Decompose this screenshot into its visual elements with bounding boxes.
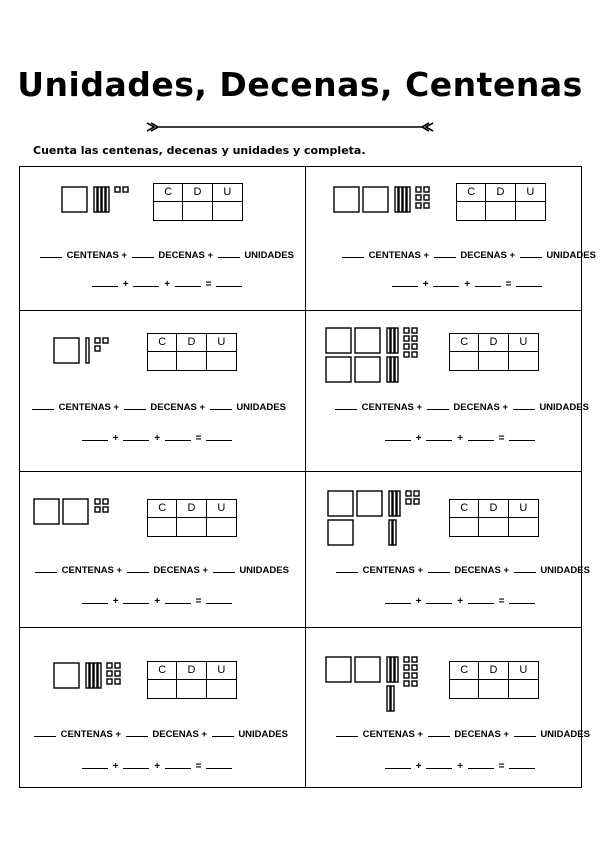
place-value-table xyxy=(153,183,243,221)
equals-sign: = xyxy=(195,761,202,772)
answer-blank[interactable] xyxy=(509,595,535,604)
place-value-header: C xyxy=(148,334,177,352)
place-value-cell[interactable] xyxy=(479,680,508,698)
equals-sign: = xyxy=(498,761,505,772)
place-value-header: U xyxy=(509,500,538,518)
expanded-sum xyxy=(90,278,244,290)
answer-blank[interactable] xyxy=(427,401,449,410)
place-value-cell[interactable] xyxy=(177,352,206,370)
place-value-cell[interactable] xyxy=(479,352,508,370)
hundred-block xyxy=(326,657,351,682)
answer-blank[interactable] xyxy=(210,401,232,410)
ten-rod xyxy=(86,663,89,688)
ten-rod xyxy=(395,328,398,353)
base-ten-blocks xyxy=(326,328,456,398)
ten-rod xyxy=(407,187,410,212)
one-cube xyxy=(424,203,429,208)
answer-blank[interactable] xyxy=(127,564,149,573)
one-cube xyxy=(404,681,409,686)
answer-blank[interactable] xyxy=(475,278,501,287)
exercise-grid xyxy=(19,166,596,788)
one-cube xyxy=(103,499,108,504)
centenas-label: CENTENAS + xyxy=(368,250,430,261)
hundred-block xyxy=(334,187,359,212)
centenas-label: CENTENAS + xyxy=(362,565,424,576)
one-cube xyxy=(412,336,417,341)
answer-blank[interactable] xyxy=(509,432,535,441)
one-cube xyxy=(103,507,108,512)
decenas-label: DECENAS xyxy=(153,565,200,576)
plus-sign: + xyxy=(207,250,214,261)
ten-rod xyxy=(98,187,101,212)
place-value-sentence xyxy=(38,249,294,261)
answer-blank[interactable] xyxy=(385,760,411,769)
instruction-text: Cuenta las centenas, decenas y unidades y completa. xyxy=(33,144,366,157)
decenas-label: DECENAS xyxy=(454,729,501,740)
answer-blank[interactable] xyxy=(123,432,149,441)
plus-sign: + xyxy=(422,279,429,290)
ten-rod xyxy=(90,663,93,688)
place-value-header: D xyxy=(177,500,206,518)
one-cube xyxy=(107,679,112,684)
place-value-cell[interactable] xyxy=(207,518,236,536)
answer-blank[interactable] xyxy=(165,595,191,604)
centenas-label: CENTENAS + xyxy=(61,565,123,576)
place-value-header: U xyxy=(509,662,538,680)
hundred-block xyxy=(355,657,380,682)
exercise-7 xyxy=(20,627,305,787)
place-value-header: U xyxy=(516,184,545,202)
one-cube xyxy=(115,671,120,676)
ten-rod xyxy=(102,187,105,212)
expanded-sum xyxy=(383,760,537,772)
ten-rod xyxy=(391,328,394,353)
plus-sign: + xyxy=(199,402,206,413)
one-cube xyxy=(414,499,419,504)
answer-blank[interactable] xyxy=(468,760,494,769)
expanded-sum xyxy=(80,432,234,444)
plus-sign: + xyxy=(122,279,129,290)
answer-blank[interactable] xyxy=(126,728,148,737)
answer-blank[interactable] xyxy=(218,249,240,258)
decenas-label: DECENAS xyxy=(453,402,500,413)
decorative-divider xyxy=(145,119,435,135)
plus-sign: + xyxy=(112,596,119,607)
place-value-header: C xyxy=(450,334,479,352)
decenas-label: DECENAS xyxy=(460,250,507,261)
plus-sign: + xyxy=(503,565,510,576)
centenas-label: CENTENAS + xyxy=(362,729,424,740)
answer-blank[interactable] xyxy=(509,760,535,769)
plus-sign: + xyxy=(503,729,510,740)
centenas-label: CENTENAS + xyxy=(60,729,122,740)
page-title: Unidades, Decenas, Centenas xyxy=(17,65,583,104)
exercise-5 xyxy=(20,471,305,627)
place-value-header: U xyxy=(207,500,236,518)
place-value-header: C xyxy=(450,500,479,518)
answer-blank[interactable] xyxy=(335,401,357,410)
unidades-label: UNIDADES xyxy=(540,729,590,740)
hundred-block xyxy=(328,491,353,516)
answer-blank[interactable] xyxy=(206,760,232,769)
answer-blank[interactable] xyxy=(385,432,411,441)
place-value-header: D xyxy=(479,334,508,352)
equals-sign: = xyxy=(498,596,505,607)
answer-blank[interactable] xyxy=(426,432,452,441)
place-value-header: C xyxy=(450,662,479,680)
one-cube xyxy=(412,673,417,678)
one-cube xyxy=(416,187,421,192)
plus-sign: + xyxy=(415,433,422,444)
answer-blank[interactable] xyxy=(32,401,54,410)
exercise-3 xyxy=(20,310,305,471)
ten-rod xyxy=(391,357,394,382)
ten-rod xyxy=(393,491,396,516)
unidades-label: UNIDADES xyxy=(238,729,288,740)
place-value-cell[interactable] xyxy=(479,518,508,536)
equals-sign: = xyxy=(205,279,212,290)
one-cube xyxy=(95,499,100,504)
one-cube xyxy=(412,665,417,670)
equals-sign: = xyxy=(498,433,505,444)
one-cube xyxy=(416,195,421,200)
one-cube xyxy=(414,491,419,496)
hundred-block xyxy=(363,187,388,212)
answer-blank[interactable] xyxy=(82,760,108,769)
place-value-header: D xyxy=(479,662,508,680)
one-cube xyxy=(412,352,417,357)
centenas-label: CENTENAS + xyxy=(361,402,423,413)
place-value-header: U xyxy=(207,662,236,680)
answer-blank[interactable] xyxy=(468,595,494,604)
place-value-sentence xyxy=(334,564,590,576)
answer-blank[interactable] xyxy=(385,595,411,604)
one-cube xyxy=(406,499,411,504)
one-cube xyxy=(107,671,112,676)
one-cube xyxy=(404,673,409,678)
answer-blank[interactable] xyxy=(514,564,536,573)
ten-rod xyxy=(86,338,89,363)
plus-sign: + xyxy=(202,565,209,576)
hundred-block xyxy=(328,520,353,545)
plus-sign: + xyxy=(457,433,464,444)
plus-sign: + xyxy=(457,761,464,772)
one-cube xyxy=(412,681,417,686)
answer-blank[interactable] xyxy=(433,278,459,287)
ten-rod xyxy=(106,187,109,212)
place-value-cell[interactable] xyxy=(486,202,515,220)
plus-sign: + xyxy=(154,433,161,444)
answer-blank[interactable] xyxy=(133,278,159,287)
one-cube xyxy=(424,187,429,192)
one-cube xyxy=(95,346,100,351)
place-value-table xyxy=(449,499,539,537)
place-value-table xyxy=(449,661,539,699)
answer-blank[interactable] xyxy=(514,728,536,737)
answer-blank[interactable] xyxy=(426,595,452,604)
answer-blank[interactable] xyxy=(165,760,191,769)
answer-blank[interactable] xyxy=(212,728,234,737)
answer-blank[interactable] xyxy=(92,278,118,287)
ten-rod xyxy=(387,357,390,382)
plus-sign: + xyxy=(457,596,464,607)
place-value-cell[interactable] xyxy=(509,680,538,698)
place-value-cell[interactable] xyxy=(154,202,183,220)
answer-blank[interactable] xyxy=(206,595,232,604)
answer-blank[interactable] xyxy=(428,564,450,573)
hundred-block xyxy=(62,187,87,212)
ten-rod xyxy=(391,657,394,682)
plus-sign: + xyxy=(164,279,171,290)
expanded-sum xyxy=(383,432,537,444)
answer-blank[interactable] xyxy=(34,728,56,737)
one-cube xyxy=(404,657,409,662)
answer-blank[interactable] xyxy=(516,278,542,287)
hundred-block xyxy=(355,357,380,382)
place-value-sentence xyxy=(30,401,286,413)
answer-blank[interactable] xyxy=(426,760,452,769)
expanded-sum xyxy=(80,760,234,772)
unidades-label: UNIDADES xyxy=(236,402,286,413)
place-value-cell[interactable] xyxy=(516,202,545,220)
answer-blank[interactable] xyxy=(468,432,494,441)
place-value-header: C xyxy=(148,500,177,518)
answer-blank[interactable] xyxy=(165,432,191,441)
place-value-sentence xyxy=(33,564,289,576)
centenas-label: CENTENAS + xyxy=(58,402,120,413)
plus-sign: + xyxy=(464,279,471,290)
one-cube xyxy=(406,491,411,496)
decenas-label: DECENAS xyxy=(454,565,501,576)
place-value-sentence xyxy=(340,249,596,261)
place-value-cell[interactable] xyxy=(148,518,177,536)
equals-sign: = xyxy=(195,596,202,607)
plus-sign: + xyxy=(415,596,422,607)
unidades-label: UNIDADES xyxy=(239,565,289,576)
hundred-block xyxy=(326,328,351,353)
unidades-label: UNIDADES xyxy=(540,565,590,576)
place-value-cell[interactable] xyxy=(177,680,206,698)
ten-rod xyxy=(98,663,101,688)
place-value-header: C xyxy=(148,662,177,680)
one-cube xyxy=(107,663,112,668)
plus-sign: + xyxy=(201,729,208,740)
answer-blank[interactable] xyxy=(123,595,149,604)
unidades-label: UNIDADES xyxy=(539,402,589,413)
ten-rod xyxy=(393,520,396,545)
plus-sign: + xyxy=(112,761,119,772)
ten-rod xyxy=(395,187,398,212)
one-cube xyxy=(404,665,409,670)
ten-rod xyxy=(403,187,406,212)
answer-blank[interactable] xyxy=(123,760,149,769)
answer-blank[interactable] xyxy=(513,401,535,410)
place-value-table xyxy=(147,661,237,699)
expanded-sum xyxy=(383,595,537,607)
plus-sign: + xyxy=(154,761,161,772)
answer-blank[interactable] xyxy=(336,728,358,737)
place-value-header: D xyxy=(177,662,206,680)
place-value-header: C xyxy=(154,184,183,202)
base-ten-blocks xyxy=(34,499,164,569)
unidades-label: UNIDADES xyxy=(546,250,596,261)
hundred-block xyxy=(357,491,382,516)
place-value-header: D xyxy=(479,500,508,518)
ten-rod xyxy=(391,686,394,711)
one-cube xyxy=(115,663,120,668)
answer-blank[interactable] xyxy=(434,249,456,258)
ten-rod xyxy=(395,657,398,682)
answer-blank[interactable] xyxy=(82,432,108,441)
exercise-1 xyxy=(20,167,305,310)
place-value-cell[interactable] xyxy=(148,680,177,698)
answer-blank[interactable] xyxy=(392,278,418,287)
answer-blank[interactable] xyxy=(35,564,57,573)
one-cube xyxy=(123,187,128,192)
answer-blank[interactable] xyxy=(40,249,62,258)
one-cube xyxy=(404,328,409,333)
place-value-cell[interactable] xyxy=(457,202,486,220)
plus-sign: + xyxy=(154,596,161,607)
place-value-cell[interactable] xyxy=(509,352,538,370)
place-value-table xyxy=(147,333,237,371)
ten-rod xyxy=(387,657,390,682)
place-value-header: C xyxy=(457,184,486,202)
one-cube xyxy=(412,657,417,662)
answer-blank[interactable] xyxy=(213,564,235,573)
place-value-header: D xyxy=(486,184,515,202)
hundred-block xyxy=(54,338,79,363)
place-value-cell[interactable] xyxy=(450,680,479,698)
place-value-cell[interactable] xyxy=(148,352,177,370)
equals-sign: = xyxy=(505,279,512,290)
hundred-block xyxy=(326,357,351,382)
one-cube xyxy=(412,344,417,349)
one-cube xyxy=(95,338,100,343)
exercise-6 xyxy=(306,471,590,627)
place-value-cell[interactable] xyxy=(450,518,479,536)
answer-blank[interactable] xyxy=(216,278,242,287)
equals-sign: = xyxy=(195,433,202,444)
place-value-cell[interactable] xyxy=(213,202,242,220)
expanded-sum xyxy=(80,595,234,607)
place-value-cell[interactable] xyxy=(207,680,236,698)
answer-blank[interactable] xyxy=(132,249,154,258)
place-value-table xyxy=(456,183,546,221)
place-value-header: D xyxy=(183,184,212,202)
ten-rod xyxy=(387,686,390,711)
ten-rod xyxy=(94,663,97,688)
one-cube xyxy=(424,195,429,200)
place-value-sentence xyxy=(334,728,590,740)
answer-blank[interactable] xyxy=(206,432,232,441)
base-ten-blocks xyxy=(326,657,456,727)
exercise-2 xyxy=(306,167,596,310)
hundred-block xyxy=(63,499,88,524)
place-value-header: U xyxy=(207,334,236,352)
decenas-label: DECENAS xyxy=(150,402,197,413)
answer-blank[interactable] xyxy=(336,564,358,573)
decenas-label: DECENAS xyxy=(152,729,199,740)
place-value-table xyxy=(449,333,539,371)
plus-sign: + xyxy=(509,250,516,261)
answer-blank[interactable] xyxy=(82,595,108,604)
hundred-block xyxy=(355,328,380,353)
exercise-4 xyxy=(306,310,589,471)
ten-rod xyxy=(389,520,392,545)
hundred-block xyxy=(54,663,79,688)
place-value-cell[interactable] xyxy=(509,518,538,536)
ten-rod xyxy=(397,491,400,516)
hundred-block xyxy=(34,499,59,524)
one-cube xyxy=(103,338,108,343)
one-cube xyxy=(404,344,409,349)
ten-rod xyxy=(395,357,398,382)
answer-blank[interactable] xyxy=(342,249,364,258)
one-cube xyxy=(404,336,409,341)
place-value-header: U xyxy=(213,184,242,202)
place-value-cell[interactable] xyxy=(450,352,479,370)
place-value-sentence xyxy=(32,728,288,740)
answer-blank[interactable] xyxy=(124,401,146,410)
ten-rod xyxy=(399,187,402,212)
plus-sign: + xyxy=(112,433,119,444)
decenas-label: DECENAS xyxy=(158,250,205,261)
ten-rod xyxy=(94,187,97,212)
ten-rod xyxy=(389,491,392,516)
place-value-header: D xyxy=(177,334,206,352)
answer-blank[interactable] xyxy=(428,728,450,737)
place-value-sentence xyxy=(333,401,589,413)
one-cube xyxy=(115,187,120,192)
base-ten-blocks xyxy=(328,491,458,561)
plus-sign: + xyxy=(502,402,509,413)
answer-blank[interactable] xyxy=(175,278,201,287)
place-value-table xyxy=(147,499,237,537)
expanded-sum xyxy=(390,278,544,290)
unidades-label: UNIDADES xyxy=(244,250,294,261)
place-value-cell[interactable] xyxy=(183,202,212,220)
exercise-8 xyxy=(306,627,590,787)
ten-rod xyxy=(387,328,390,353)
centenas-label: CENTENAS + xyxy=(66,250,128,261)
one-cube xyxy=(416,203,421,208)
one-cube xyxy=(412,328,417,333)
one-cube xyxy=(404,352,409,357)
place-value-cell[interactable] xyxy=(207,352,236,370)
one-cube xyxy=(115,679,120,684)
place-value-cell[interactable] xyxy=(177,518,206,536)
plus-sign: + xyxy=(415,761,422,772)
one-cube xyxy=(95,507,100,512)
answer-blank[interactable] xyxy=(520,249,542,258)
place-value-header: U xyxy=(509,334,538,352)
base-ten-blocks xyxy=(334,187,464,257)
